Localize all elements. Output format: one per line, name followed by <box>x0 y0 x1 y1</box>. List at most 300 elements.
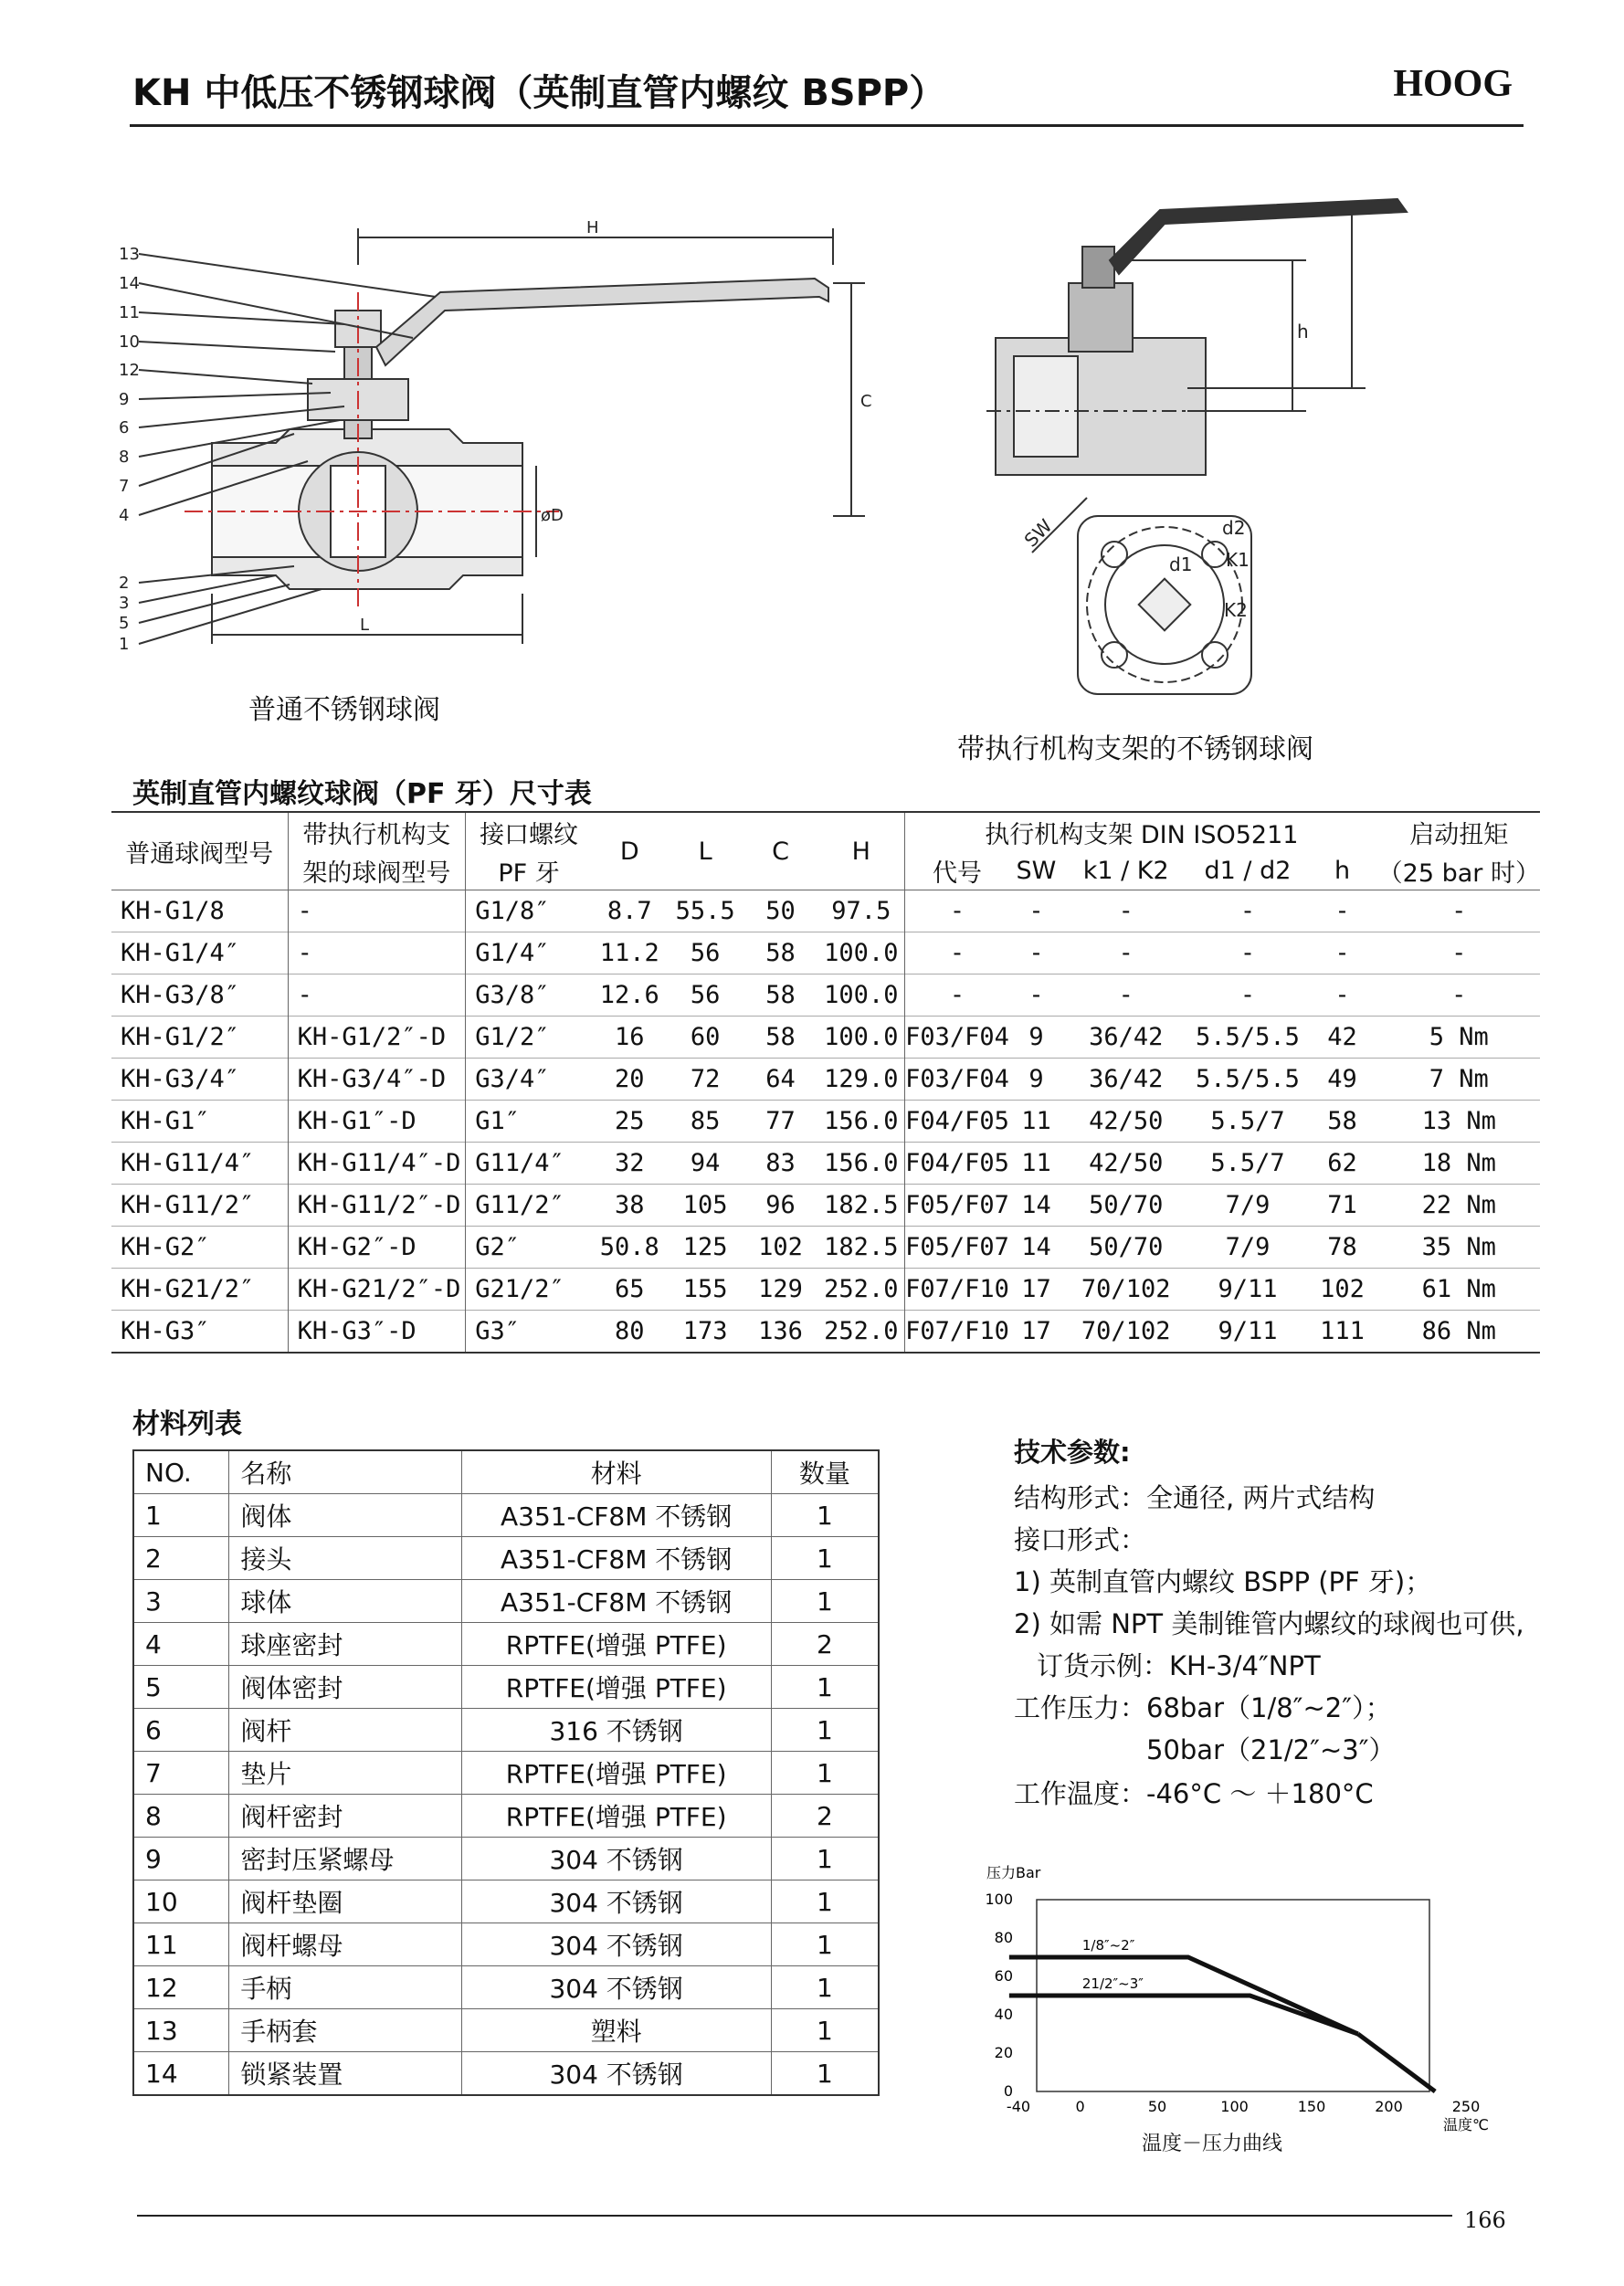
material-cell: 接头 <box>229 1537 461 1580</box>
dim-table-cell: 64 <box>765 1065 796 1093</box>
material-cell: 1 <box>771 1923 879 1966</box>
col-header-h: h <box>1306 851 1377 890</box>
material-cell: 4 <box>133 1623 229 1666</box>
x-tick-label: 250 <box>1451 2098 1481 2115</box>
material-cell: 阀杆垫圈 <box>229 1880 461 1923</box>
dim-table-cell: G11/4″ <box>466 1143 592 1185</box>
dim-table-cell: 156.0 <box>824 1107 899 1135</box>
series-label: 1/8″~2″ <box>1081 1937 1135 1954</box>
dim-table-cell: - <box>288 974 466 1017</box>
dim-table-cell: 8.7 <box>606 897 652 925</box>
dim-table-cell: KH-G11/4″-D <box>288 1143 466 1185</box>
x-tick-label: 50 <box>1147 2098 1167 2115</box>
dim-table-cell: KH-G3″ <box>121 1317 210 1345</box>
dim-table-cell: 252.0 <box>824 1275 899 1303</box>
tech-line-npt: 2) 如需 NPT 美制锥管内螺纹的球阀也可供, <box>1014 1608 1524 1639</box>
dim-table-cell: 7 Nm <box>1429 1065 1489 1093</box>
dim-table-cell: G11/2″ <box>466 1185 592 1227</box>
material-cell: 1 <box>771 1494 879 1537</box>
dim-label-d1: d1 <box>1169 553 1193 575</box>
material-row <box>133 1537 879 1580</box>
dim-table-cell: KH-G2″ <box>121 1233 210 1261</box>
dim-table-cell: 5.5/5.5 <box>1196 1065 1300 1093</box>
dim-table-row <box>111 1143 1540 1185</box>
dim-label-h: h <box>1297 321 1309 342</box>
material-cell: 304 不锈钢 <box>461 1838 771 1880</box>
col-header-bracket: 执行机构支架 DIN ISO5211 <box>905 812 1378 851</box>
dim-table-cell: 105 <box>682 1191 728 1219</box>
dim-table-cell: 35 Nm <box>1421 1233 1496 1261</box>
dim-table-cell: 5.5/7 <box>1210 1107 1285 1135</box>
dim-table-cell: 77 <box>765 1107 796 1135</box>
dim-table-cell: 18 Nm <box>1421 1149 1496 1177</box>
tech-line-structure: 结构形式：全通径, 两片式结构 <box>1014 1482 1376 1513</box>
dim-table-cell: 50/70 <box>1089 1191 1164 1219</box>
dim-table-cell: 129.0 <box>824 1065 899 1093</box>
x-tick-label: 150 <box>1297 2098 1326 2115</box>
dim-table-cell: 173 <box>682 1317 728 1345</box>
dim-table-cell: 182.5 <box>824 1191 899 1219</box>
dim-table-cell: 7/9 <box>1225 1233 1271 1261</box>
material-cell: RPTFE(增强 PTFE) <box>461 1666 771 1709</box>
chart-ylabel: 压力Bar <box>986 1864 1041 1881</box>
mat-header-no: NO. <box>133 1450 229 1494</box>
dim-table-row <box>111 1017 1540 1059</box>
col-header-torque-2: （25 bar 时） <box>1378 851 1540 890</box>
material-cell: RPTFE(增强 PTFE) <box>461 1795 771 1838</box>
material-cell: 304 不锈钢 <box>461 1966 771 2009</box>
dim-label-SW: SW <box>1019 514 1057 552</box>
dim-table-cell: 70/102 <box>1081 1275 1171 1303</box>
dim-table-cell: - <box>905 932 1009 974</box>
part-number-14: 14 <box>119 274 140 293</box>
material-cell: A351-CF8M 不锈钢 <box>461 1494 771 1537</box>
material-cell: RPTFE(增强 PTFE) <box>461 1623 771 1666</box>
dim-table-cell: 100.0 <box>824 939 899 967</box>
dim-table-cell: G1/4″ <box>466 932 592 974</box>
dim-table-cell: G3″ <box>466 1311 592 1354</box>
material-row <box>133 1880 879 1923</box>
dim-table-cell: 71 <box>1327 1191 1357 1219</box>
material-row <box>133 1709 879 1752</box>
dim-table-cell: 58 <box>1327 1107 1357 1135</box>
dim-table-cell: G1″ <box>466 1101 592 1143</box>
dim-table-cell: KH-G21/2″ <box>121 1275 255 1303</box>
material-row <box>133 1838 879 1880</box>
chart-series-line <box>1358 2034 1435 2091</box>
tech-title: 技术参数: <box>1014 1437 1131 1468</box>
dim-table-cell: - <box>1239 939 1256 967</box>
dim-table-cell: - <box>1334 939 1350 967</box>
material-cell: 3 <box>133 1580 229 1623</box>
y-tick-label: 100 <box>985 1891 1013 1908</box>
col-header-H: H <box>818 812 905 890</box>
material-cell: 球座密封 <box>229 1623 461 1666</box>
col-header-D: D <box>592 812 668 890</box>
dim-table-cell: 9/11 <box>1218 1317 1278 1345</box>
tech-line-connection: 接口形式： <box>1014 1524 1147 1555</box>
tech-line-pressure-2: 50bar（21/2″~3″） <box>1146 1734 1396 1765</box>
dim-table-cell: G3/8″ <box>466 974 592 1017</box>
part-number-13: 13 <box>119 245 140 264</box>
dim-table-cell: 182.5 <box>824 1233 899 1261</box>
dim-table-row <box>111 1311 1540 1354</box>
dim-table-cell: 136 <box>758 1317 803 1345</box>
dim-table-cell: 100.0 <box>824 1023 899 1051</box>
material-cell: 塑料 <box>461 2009 771 2052</box>
material-cell: 1 <box>771 1752 879 1795</box>
part-number-11: 11 <box>119 303 140 322</box>
dim-table-row <box>111 890 1540 932</box>
material-row <box>133 1795 879 1838</box>
dim-table-cell: G21/2″ <box>466 1269 592 1311</box>
col-header-model: 普通球阀型号 <box>111 812 288 890</box>
dim-table-row <box>111 932 1540 974</box>
dim-table-cell: 13 Nm <box>1421 1107 1496 1135</box>
material-cell: 锁紧装置 <box>229 2052 461 2096</box>
material-cell: 阀杆螺母 <box>229 1923 461 1966</box>
dim-table-cell: 11.2 <box>599 939 659 967</box>
dim-table-cell: - <box>1334 981 1350 1009</box>
dim-table-row <box>111 1101 1540 1143</box>
dim-table-cell: 65 <box>615 1275 645 1303</box>
dim-table-cell: - <box>1451 981 1467 1009</box>
material-cell: 2 <box>133 1537 229 1580</box>
tech-line-pressure-1: 工作压力：68bar（1/8″~2″）； <box>1014 1692 1392 1723</box>
dim-table-cell: 58 <box>765 981 796 1009</box>
dimension-table <box>111 811 1540 1354</box>
right-drawing-caption: 带执行机构支架的不锈钢球阀 <box>957 733 1313 765</box>
dim-table-cell: 32 <box>615 1149 645 1177</box>
materials-title: 材料列表 <box>132 1408 242 1440</box>
material-cell: 1 <box>771 1537 879 1580</box>
dim-table-cell: 111 <box>1320 1317 1365 1345</box>
material-cell: 13 <box>133 2009 229 2052</box>
dim-table-cell: 55.5 <box>675 897 735 925</box>
dim-table-cell: - <box>1334 897 1350 925</box>
dim-table-cell: KH-G2″-D <box>288 1227 466 1269</box>
dim-table-cell: 20 <box>615 1065 645 1093</box>
col-header-code: 代号 <box>905 851 1009 890</box>
header-rule <box>130 124 1524 127</box>
dim-table-cell: KH-G21/2″-D <box>288 1269 466 1311</box>
material-row <box>133 1923 879 1966</box>
material-row <box>133 1623 879 1666</box>
dim-label-C: C <box>860 392 872 411</box>
material-cell: 1 <box>771 1709 879 1752</box>
material-cell: 1 <box>771 1580 879 1623</box>
col-header-k: k1 / K2 <box>1063 851 1188 890</box>
material-cell: 304 不锈钢 <box>461 1923 771 1966</box>
material-cell: 手柄 <box>229 1966 461 2009</box>
dim-table-row <box>111 1227 1540 1269</box>
footer-rule <box>137 2215 1452 2217</box>
dim-table-cell: F07/F10 <box>905 1269 1009 1311</box>
dim-table-cell: - <box>1451 897 1467 925</box>
dim-table-cell: KH-G1/2″ <box>121 1023 240 1051</box>
col-header-thread-2: PF 牙 <box>466 851 592 890</box>
material-cell: 阀体密封 <box>229 1666 461 1709</box>
col-header-C: C <box>743 812 818 890</box>
material-cell: 14 <box>133 2052 229 2096</box>
material-cell: 12 <box>133 1966 229 2009</box>
chart-series-line <box>1009 1996 1358 2034</box>
dim-table-cell: 85 <box>690 1107 721 1135</box>
mat-header-name: 名称 <box>229 1450 461 1494</box>
chart-title: 温度－压力曲线 <box>1142 2133 1283 2155</box>
dim-table-cell: 50.8 <box>599 1233 659 1261</box>
dim-table-cell: 9 <box>1028 1023 1044 1051</box>
y-tick-label: 40 <box>994 2006 1013 2023</box>
dim-table-cell: 42/50 <box>1089 1107 1164 1135</box>
material-row <box>133 2052 879 2096</box>
dim-table-cell: KH-G3/4″ <box>121 1065 240 1093</box>
dim-table-cell: 56 <box>690 981 721 1009</box>
dim-table-row <box>111 1185 1540 1227</box>
dim-table-cell: 102 <box>1320 1275 1365 1303</box>
material-cell: 304 不锈钢 <box>461 2052 771 2096</box>
dim-table-cell: 78 <box>1327 1233 1357 1261</box>
material-cell: 1 <box>771 2052 879 2096</box>
dim-table-cell: - <box>905 974 1009 1017</box>
x-tick-label: 100 <box>1220 2098 1249 2115</box>
page-number: 166 <box>1464 2207 1506 2233</box>
mat-header-material: 材料 <box>461 1450 771 1494</box>
dim-table-cell: 14 <box>1021 1233 1051 1261</box>
dim-table-cell: 102 <box>758 1233 803 1261</box>
y-tick-label: 60 <box>994 1967 1013 1985</box>
col-header-actuator-model-1: 带执行机构支 <box>288 812 466 851</box>
chart-xlabel: 温度℃ <box>1443 2116 1489 2133</box>
material-row <box>133 1752 879 1795</box>
dim-table-cell: - <box>1028 897 1044 925</box>
dim-table-cell: 83 <box>765 1149 796 1177</box>
y-tick-label: 20 <box>994 2044 1013 2061</box>
dim-table-cell: KH-G3/4″-D <box>288 1059 466 1101</box>
col-header-d: d1 / d2 <box>1188 851 1306 890</box>
dim-label-K2: K2 <box>1224 599 1248 621</box>
dim-table-cell: 49 <box>1327 1065 1357 1093</box>
dim-table-cell: KH-G1″ <box>121 1107 210 1135</box>
dim-table-cell: 72 <box>690 1065 721 1093</box>
dim-table-cell: 56 <box>690 939 721 967</box>
material-cell: 手柄套 <box>229 2009 461 2052</box>
dim-table-cell: 61 Nm <box>1421 1275 1496 1303</box>
dim-table-cell: 60 <box>690 1023 721 1051</box>
dim-table-cell: 11 <box>1021 1107 1051 1135</box>
dim-table-cell: - <box>1239 981 1256 1009</box>
dim-table-cell: KH-G1/8 <box>121 897 225 925</box>
x-tick-label: 0 <box>1075 2098 1085 2115</box>
part-number-2: 2 <box>119 574 130 593</box>
dim-table-cell: G3/4″ <box>466 1059 592 1101</box>
dim-table-cell: 36/42 <box>1089 1065 1164 1093</box>
dim-table-cell: G1/2″ <box>466 1017 592 1059</box>
col-header-L: L <box>668 812 743 890</box>
y-tick-label: 80 <box>994 1929 1013 1946</box>
dim-table-cell: 36/42 <box>1089 1023 1164 1051</box>
material-cell: 1 <box>133 1494 229 1537</box>
dim-table-cell: 42 <box>1327 1023 1357 1051</box>
part-number-8: 8 <box>119 448 130 467</box>
part-number-5: 5 <box>119 614 130 633</box>
material-row <box>133 2009 879 2052</box>
material-cell: 304 不锈钢 <box>461 1880 771 1923</box>
dim-table-cell: 155 <box>682 1275 728 1303</box>
material-cell: A351-CF8M 不锈钢 <box>461 1580 771 1623</box>
actuator-valve-drawing <box>977 192 1452 722</box>
material-row <box>133 1580 879 1623</box>
dim-table-cell: - <box>1028 981 1044 1009</box>
material-cell: 阀杆 <box>229 1709 461 1752</box>
part-number-4: 4 <box>119 506 130 525</box>
pressure-temperature-chart <box>977 1845 1525 2165</box>
part-number-1: 1 <box>119 635 130 654</box>
material-cell: 1 <box>771 2009 879 2052</box>
material-cell: 10 <box>133 1880 229 1923</box>
dim-table-cell: 9 <box>1028 1065 1044 1093</box>
part-number-6: 6 <box>119 418 130 437</box>
dim-table-cell: F05/F07 <box>905 1227 1009 1269</box>
dim-table-cell: 38 <box>615 1191 645 1219</box>
material-cell: 9 <box>133 1838 229 1880</box>
dim-table-cell: 5.5/5.5 <box>1196 1023 1300 1051</box>
dim-table-cell: F04/F05 <box>905 1101 1009 1143</box>
col-header-SW: SW <box>1009 851 1063 890</box>
dim-table-cell: F07/F10 <box>905 1311 1009 1354</box>
dim-table-cell: 80 <box>615 1317 645 1345</box>
material-cell: 垫片 <box>229 1752 461 1795</box>
material-row <box>133 1966 879 2009</box>
dim-table-cell: 22 Nm <box>1421 1191 1496 1219</box>
material-cell: 密封压紧螺母 <box>229 1838 461 1880</box>
dim-table-cell: 252.0 <box>824 1317 899 1345</box>
dim-table-cell: - <box>1239 897 1256 925</box>
dim-table-cell: 16 <box>615 1023 645 1051</box>
dim-table-cell: 156.0 <box>824 1149 899 1177</box>
materials-table <box>132 1449 880 2096</box>
dim-table-cell: - <box>1028 939 1044 967</box>
dim-table-cell: 17 <box>1021 1317 1051 1345</box>
dim-table-cell: KH-G11/2″-D <box>288 1185 466 1227</box>
material-cell: 8 <box>133 1795 229 1838</box>
dim-table-cell: KH-G11/2″ <box>121 1191 255 1219</box>
material-cell: RPTFE(增强 PTFE) <box>461 1752 771 1795</box>
dim-table-cell: 86 Nm <box>1421 1317 1496 1345</box>
dim-table-cell: - <box>288 932 466 974</box>
material-cell: 7 <box>133 1752 229 1795</box>
series-label: 21/2″~3″ <box>1081 1975 1144 1992</box>
material-cell: 2 <box>771 1623 879 1666</box>
brand-logo: HOOG <box>1393 63 1513 105</box>
dim-table-cell: 25 <box>615 1107 645 1135</box>
dim-table-row <box>111 1059 1540 1101</box>
dim-table-cell: KH-G1/2″-D <box>288 1017 466 1059</box>
dim-table-cell: 62 <box>1327 1149 1357 1177</box>
material-cell: 1 <box>771 1666 879 1709</box>
dim-table-cell: 96 <box>765 1191 796 1219</box>
dim-table-cell: 5.5/7 <box>1210 1149 1285 1177</box>
dim-table-cell: F03/F04 <box>905 1059 1009 1101</box>
material-cell: 1 <box>771 1880 879 1923</box>
dim-table-cell: 50 <box>765 897 796 925</box>
material-cell: 阀体 <box>229 1494 461 1537</box>
tech-line-order-example: 订货示例：KH-3/4″NPT <box>1037 1650 1321 1681</box>
dim-table-cell: 42/50 <box>1089 1149 1164 1177</box>
part-number-9: 9 <box>119 390 130 409</box>
dim-label-K1: K1 <box>1226 549 1250 571</box>
page-title: KH 中低压不锈钢球阀（英制直管内螺纹 BSPP） <box>132 72 946 114</box>
part-number-12: 12 <box>119 361 140 380</box>
material-cell: 1 <box>771 1838 879 1880</box>
dim-table-cell: 14 <box>1021 1191 1051 1219</box>
dim-table-cell: 9/11 <box>1218 1275 1278 1303</box>
x-tick-label: 200 <box>1375 2098 1403 2115</box>
dim-table-cell: 97.5 <box>831 897 891 925</box>
material-cell: 阀杆密封 <box>229 1795 461 1838</box>
material-cell: 球体 <box>229 1580 461 1623</box>
dim-table-title: 英制直管内螺纹球阀（PF 牙）尺寸表 <box>132 778 592 810</box>
dim-table-row <box>111 1269 1540 1311</box>
dim-table-cell: F04/F05 <box>905 1143 1009 1185</box>
dim-table-cell: F05/F07 <box>905 1185 1009 1227</box>
dim-table-cell: KH-G3″-D <box>288 1311 466 1354</box>
dim-table-cell: 50/70 <box>1089 1233 1164 1261</box>
material-cell: 5 <box>133 1666 229 1709</box>
col-header-torque-1: 启动扭矩 <box>1409 820 1509 849</box>
dim-label-d2: d2 <box>1222 517 1246 539</box>
dim-label-D: øD <box>541 506 564 525</box>
dim-table-cell: - <box>1118 897 1134 925</box>
material-row <box>133 1494 879 1537</box>
dim-table-cell: 58 <box>765 1023 796 1051</box>
dim-table-cell: 125 <box>682 1233 728 1261</box>
col-header-thread-1: 接口螺纹 <box>466 812 592 851</box>
dim-table-cell: - <box>288 890 466 932</box>
part-number-7: 7 <box>119 477 130 496</box>
material-cell: A351-CF8M 不锈钢 <box>461 1537 771 1580</box>
dim-table-cell: F03/F04 <box>905 1017 1009 1059</box>
material-cell: 11 <box>133 1923 229 1966</box>
tech-line-bspp: 1) 英制直管内螺纹 BSPP (PF 牙)； <box>1014 1566 1432 1597</box>
dim-table-cell: - <box>1451 939 1467 967</box>
dim-table-cell: 12.6 <box>599 981 659 1009</box>
dim-table-cell: KH-G11/4″ <box>121 1149 255 1177</box>
dim-table-cell: KH-G1/4″ <box>121 939 240 967</box>
material-cell: 2 <box>771 1795 879 1838</box>
dim-table-cell: G2″ <box>466 1227 592 1269</box>
mat-header-qty: 数量 <box>771 1450 879 1494</box>
col-header-actuator-model-2: 架的球阀型号 <box>288 851 466 890</box>
dim-table-cell: 7/9 <box>1225 1191 1271 1219</box>
dim-table-cell: 129 <box>758 1275 803 1303</box>
tech-line-temperature: 工作温度：-46°C ～ ＋180°C <box>1014 1778 1374 1809</box>
dim-table-cell: 70/102 <box>1081 1317 1171 1345</box>
dim-table-cell: 17 <box>1021 1275 1051 1303</box>
x-tick-label: -40 <box>1006 2098 1031 2115</box>
dim-table-cell: - <box>1118 939 1134 967</box>
y-tick-label: 0 <box>1003 2082 1013 2100</box>
ball-valve-section-drawing <box>111 210 915 731</box>
dim-table-cell: - <box>905 890 1009 932</box>
dim-label-L: L <box>360 616 370 635</box>
dim-table-cell: 100.0 <box>824 981 899 1009</box>
part-number-10: 10 <box>119 332 140 352</box>
dim-table-cell: - <box>1118 981 1134 1009</box>
dim-table-cell: 11 <box>1021 1149 1051 1177</box>
material-cell: 1 <box>771 1966 879 2009</box>
dim-table-row <box>111 974 1540 1017</box>
